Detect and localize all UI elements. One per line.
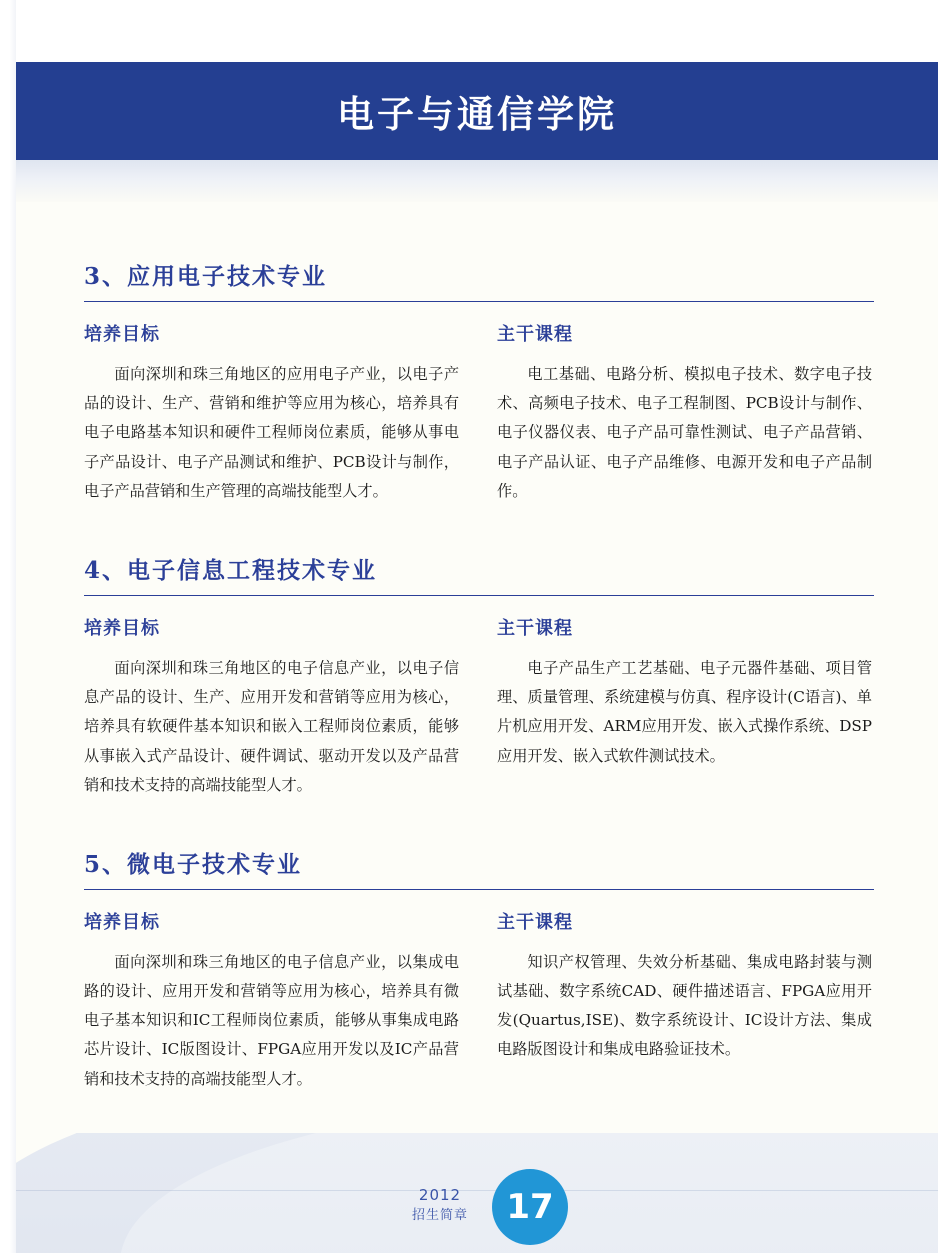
footer-year: 2012 — [418, 1185, 462, 1204]
program-section — [84, 258, 874, 506]
program-divider — [84, 301, 874, 302]
footer-subtitle: 招生简章 — [411, 1208, 468, 1224]
training-goal-text: 面向深圳和珠三角地区的电子信息产业，以电子信息产品的设计、生产、应用开发和营销等应用为核心，培养具有软硬件基本知识和嵌入工程师岗位素质，能够从事嵌入式产品设计、硬件调试、驱动开发以及产品营销和技术支持的高端技能型人才。 — [84, 658, 459, 794]
page-body — [16, 202, 938, 1253]
content-area — [84, 258, 874, 1140]
training-goal-text: 面向深圳和珠三角地区的应用电子产业，以电子产品的设计、生产、营销和维护等应用为核心，培养具有电子电路基本知识和硬件工程师岗位素质，能够从事电子产品设计、电子产品测试和维护、PCB设计与制作，电子产品营销和生产管理的高端技能型人才。 — [84, 365, 459, 500]
core-courses-column — [497, 320, 872, 506]
training-goal-heading: 培养目标 — [84, 911, 160, 933]
page-header — [16, 62, 938, 160]
program-divider — [84, 889, 874, 890]
page-title: 电子与通信学院 — [337, 93, 617, 136]
training-goal-column — [84, 908, 459, 1094]
core-courses-heading: 主干课程 — [497, 324, 573, 345]
left-margin-gradient — [0, 0, 16, 1253]
page-number: 17 — [506, 1187, 554, 1227]
core-courses-text: 电子产品生产工艺基础、电子元器件基础、项目管理、质量管理、系统建模与仿真、程序设计(C语言)、单片机应用开发、ARM应用开发、嵌入式操作系统、DSP应用开发、嵌入式软件测试技术。 — [497, 658, 872, 765]
header-gradient-band — [16, 160, 938, 202]
program-section — [84, 846, 874, 1094]
core-courses-text: 电工基础、电路分析、模拟电子技术、数字电子技术、高频电子技术、电子工程制图、PCB设计与制作、电子仪器仪表、电子产品可靠性测试、电子产品营销、电子产品认证、电子产品维修、电源开发和电子产品制作。 — [497, 365, 872, 500]
core-courses-text: 知识产权管理、失效分析基础、集成电路封装与测试基础、数字系统CAD、硬件描述语言、FPGA应用开发(Quartus,ISE)、数字系统设计、IC设计方法、集成电路版图设计和集成电路验证技术。 — [497, 952, 872, 1059]
page-number-badge — [492, 1169, 568, 1245]
training-goal-heading: 培养目标 — [84, 617, 160, 639]
core-courses-heading: 主干课程 — [497, 911, 573, 933]
training-goal-column — [84, 614, 459, 800]
page-footer — [0, 1133, 938, 1253]
program-title: 4、电子信息工程技术专业 — [84, 556, 378, 584]
left-white-margin — [0, 0, 16, 1253]
training-goal-column — [84, 320, 459, 506]
program-columns — [84, 908, 874, 1094]
core-courses-column — [497, 614, 872, 800]
program-title: 3、应用电子技术专业 — [84, 263, 328, 290]
footer-text-block — [395, 1184, 485, 1227]
program-columns — [84, 614, 874, 800]
program-title: 5、微电子技术专业 — [84, 850, 303, 878]
program-columns — [84, 320, 874, 506]
core-courses-heading: 主干课程 — [497, 617, 573, 639]
program-divider — [84, 595, 874, 596]
training-goal-heading: 培养目标 — [84, 324, 160, 345]
training-goal-text: 面向深圳和珠三角地区的电子信息产业，以集成电路的设计、应用开发和营销等应用为核心，培养具有微电子基本知识和IC工程师岗位素质，能够从事集成电路芯片设计、IC版图设计、FPGA应用开发以及IC产品营销和技术支持的高端技能型人才。 — [84, 952, 459, 1088]
top-margin — [0, 0, 938, 62]
core-courses-column — [497, 908, 872, 1094]
program-section — [84, 552, 874, 800]
